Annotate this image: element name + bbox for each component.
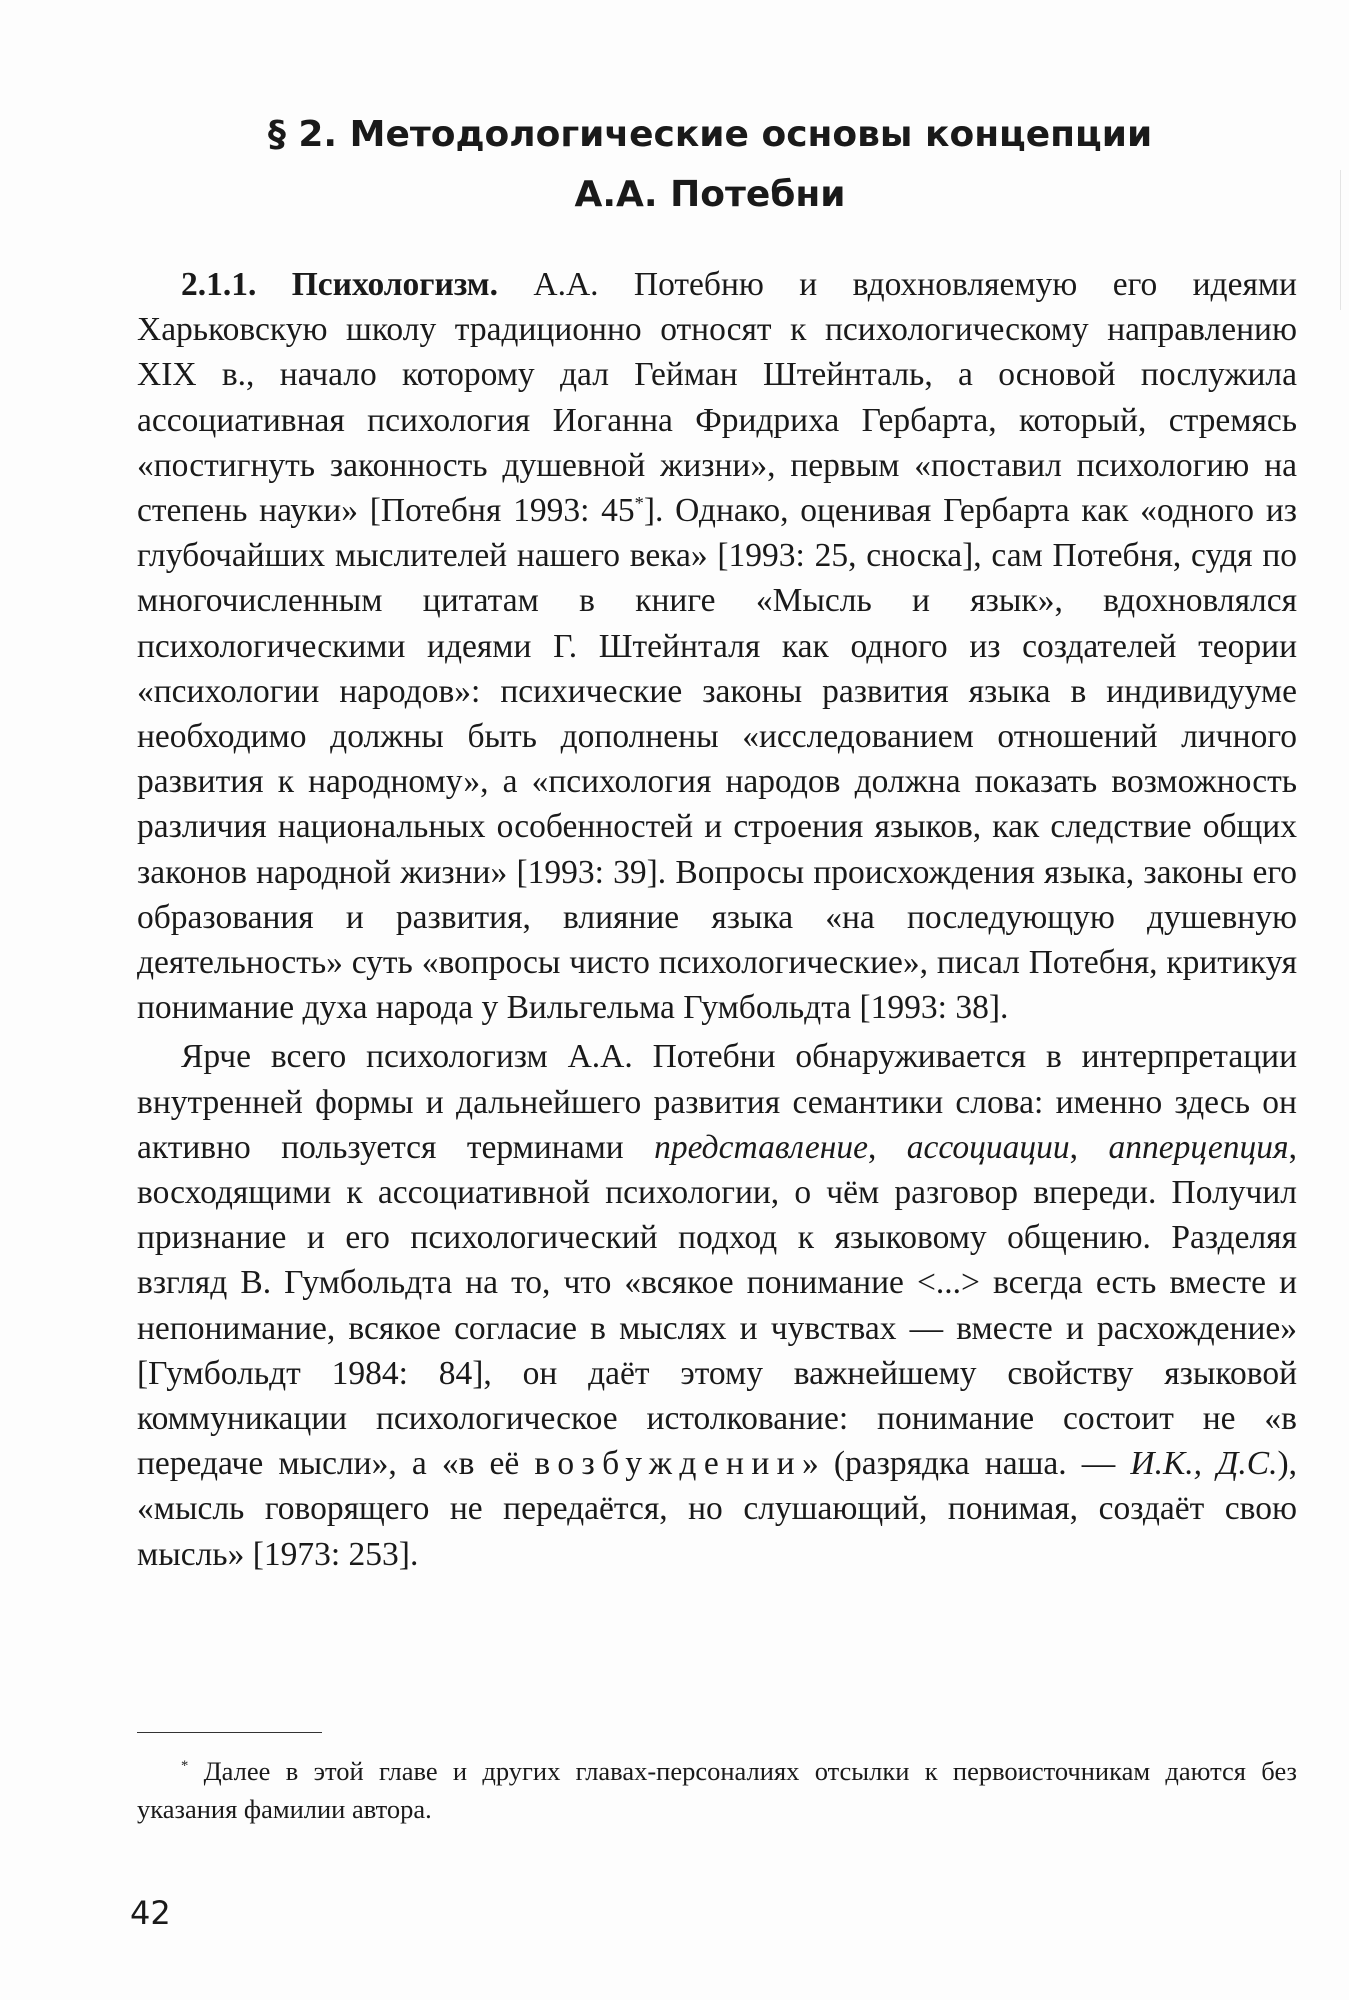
scan-artifact bbox=[1340, 170, 1341, 310]
footnote-text: Далее в этой главе и других главах-персоналиях отсылки к первоисточникам даются без указания фамилии автора. bbox=[137, 1756, 1297, 1824]
term-separator-1: , bbox=[867, 1128, 907, 1166]
paragraph-1 bbox=[137, 262, 1297, 1030]
term-representation: представление bbox=[654, 1128, 868, 1166]
footnote bbox=[137, 1752, 1297, 1828]
page-number: 42 bbox=[130, 1894, 171, 1932]
term-apperception: апперцепция bbox=[1108, 1128, 1289, 1166]
subsection-lead: 2.1.1. Психологизм. bbox=[181, 266, 499, 303]
spaced-emphasis: возбуждении bbox=[534, 1445, 802, 1483]
paragraph-2-text-c: » (разрядка наша. — bbox=[801, 1445, 1131, 1483]
footnote-divider bbox=[137, 1732, 322, 1733]
heading-line-1: § 2. Методологические основы концепции bbox=[267, 114, 1153, 155]
term-associations: ассоциации bbox=[906, 1128, 1070, 1166]
term-separator-2: , bbox=[1069, 1128, 1109, 1166]
heading-line-2: А.А. Потебни bbox=[574, 174, 846, 215]
paragraph-2-text-a: Ярче всего психологизм А.А. Потебни обнаруживается в интерпретации внутренней формы и дальнейшего развития семантики слова: именно здесь он активно пользуется терминами bbox=[137, 1038, 1297, 1166]
paragraph-2-text-b: , восходящими к ассоциативной психологии, о чём разговор впереди. Получил признание и его психологический подход к языковому общению. Разделяя взгляд В. Гумбольдта на то, что «всякое понимание <...> всегда есть вместе и непонимание, всякое согласие в мыслях и чувствах — вместе и расхождение» [Гумбольдт 1984: 84], он даёт этому важнейшему свойству языковой коммуникации психологическое истолкование: понимание состоит не «в передаче мысли», а «в её bbox=[137, 1128, 1297, 1483]
section-heading bbox=[130, 105, 1290, 225]
paragraph-1-text-b: ]. Однако, оценивая Гербарта как «одного из глубочайших мыслителей нашего века» [1993: 25, сноска], сам Потебня, судя по многочисленным цитатам в книге «Мысль и язык», вдохновлялся психологическими идеями Г. Штейнталя как одного из создателей теории «психологии народов»: психические законы развития языка в индивидууме необходимо должны быть дополнены «исследованием отношений личного развития к народному», а «психология народов должна показать возможность различия национальных особенностей и строения языков, как следствие общих законов народной жизни» [1993: 39]. Вопросы происхождения языка, законы его образования и развития, влияние языка «на последующую душевную деятельность» суть «вопросы чисто психологические», писал Потебня, критикуя понимание духа народа у Вильгельма Гумбольдта [1993: 38]. bbox=[137, 492, 1297, 1027]
footnote-reference: * bbox=[634, 492, 644, 513]
paragraph-1-text-a: А.А. Потебню и вдохновляемую его идеями Харьковскую школу традиционно относят к психологическому направлению XIX в., начало которому дал Гейман Штейнталь, а основой послужила ассоциативная психология Иоганна Фридриха Гербарта, который, стремясь «постигнуть законность душевной жизни», первым «поставил психологию на степень науки» [Потебня 1993: 45 bbox=[137, 266, 1297, 530]
author-initials: И.К., Д.С. bbox=[1130, 1445, 1278, 1483]
footnote-mark: * bbox=[181, 1758, 189, 1775]
paragraph-2 bbox=[137, 1034, 1297, 1576]
body-text bbox=[137, 262, 1297, 1577]
paragraph-2-text-d: ), «мысль говорящего не передаётся, но слушающий, понимая, создаёт свою мысль» [1973: 253]. bbox=[137, 1445, 1297, 1573]
